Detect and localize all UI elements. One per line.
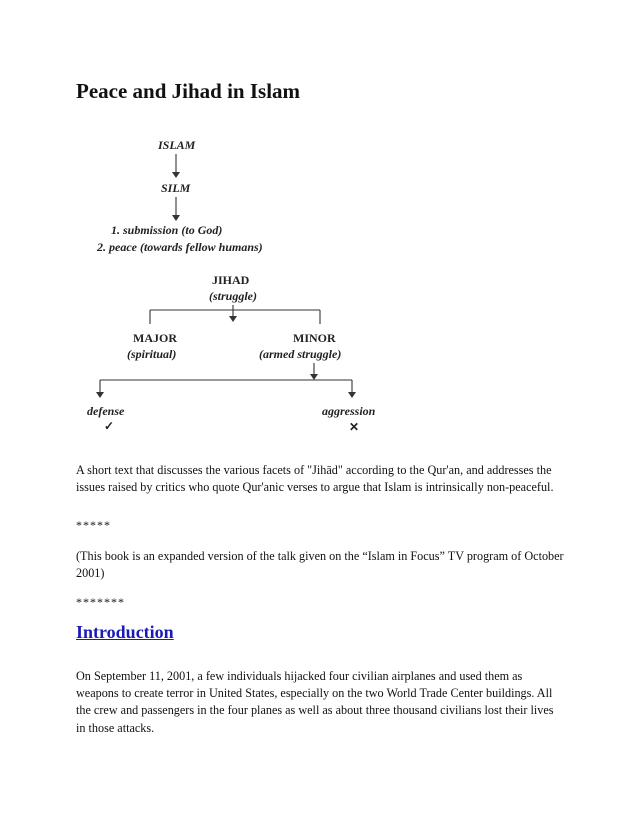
diagram-major-label: MAJOR (133, 331, 177, 345)
diagram-major-sub: (spiritual) (127, 347, 177, 361)
arrow-head (96, 392, 104, 398)
arrow-head (229, 316, 237, 322)
arrow-head (348, 392, 356, 398)
defense-check-icon: ✓ (104, 419, 115, 433)
diagram-jihad-label: JIHAD (212, 273, 250, 287)
diagram-silm-label: SILM (161, 181, 191, 195)
arrow-head (172, 215, 180, 221)
separator-stars: ******* (76, 595, 125, 609)
diagram-islam-label: ISLAM (158, 138, 196, 152)
jihad-concept-diagram (60, 130, 380, 440)
diagram-meaning-peace: 2. peace (towards fellow humans) (97, 240, 263, 254)
intro-paragraph: On September 11, 2001, a few individuals hijacked four civilian airplanes and used them as weapons to create terror in United States, especially on the two World Trade Center buildings. All the crew and passengers in the four planes as well as about three thousand civilians lost their lives in those attacks. (76, 669, 554, 735)
introduction-heading[interactable]: Introduction (76, 622, 174, 642)
summary-paragraph: A short text that discusses the various facets of "Jihād" according to the Qur'an, and addresses the issues raised by critics who quote Qur'anic verses to argue that Islam is intrinsically non-peaceful. (76, 463, 554, 495)
diagram-aggression-label: aggression (322, 404, 376, 418)
diagram-minor-label: MINOR (293, 331, 336, 345)
diagram-jihad-sub: (struggle) (209, 289, 257, 303)
separator-stars: ***** (76, 518, 111, 532)
aggression-cross-icon: ✕ (349, 420, 360, 434)
arrow-head (172, 172, 180, 178)
diagram-minor-sub: (armed struggle) (259, 347, 342, 361)
arrow-head (310, 374, 318, 380)
note-paragraph: (This book is an expanded version of the talk given on the “Islam in Focus” TV program of October 2001) (76, 549, 564, 581)
diagram-defense-label: defense (87, 404, 125, 418)
diagram-meaning-submission: 1. submission (to God) (111, 223, 223, 237)
page-title: Peace and Jihad in Islam (76, 79, 301, 103)
